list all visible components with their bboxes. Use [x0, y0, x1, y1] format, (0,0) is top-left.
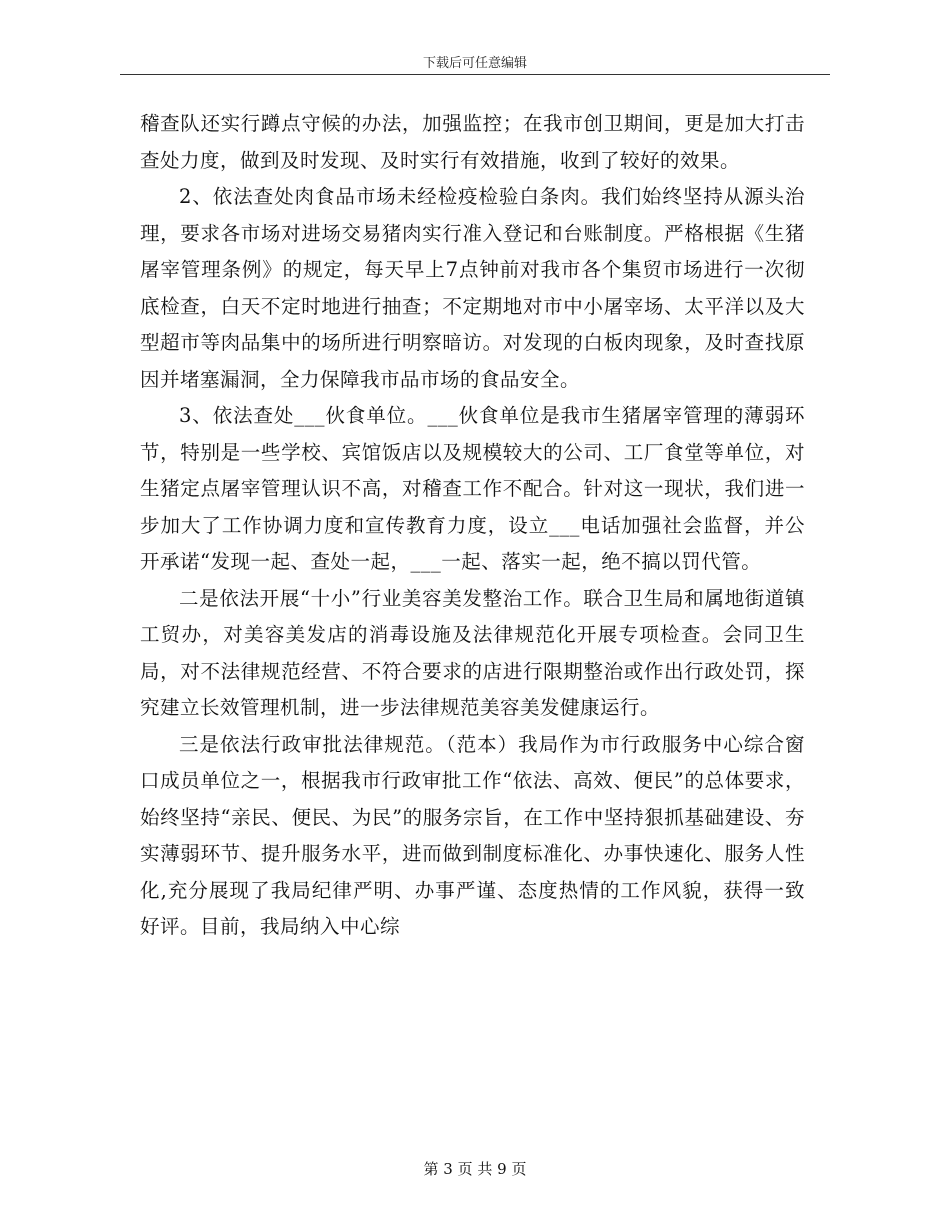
paragraph-5: 三是依法行政审批法律规范。（范本）我局作为市行政服务中心综合窗口成员单位之一，根据我市行政审批工作“依法、高效、便民”的总体要求，始终坚持“亲民、便民、为民”的服务宗旨，在工作中坚持狠抓基础建设、夯实薄弱环节、提升服务水平，进而做到制度标准化、办事快速化、服务人性化,充分展现了我局纪律严明、办事严谨、态度热情的工作风貌，获得一致好评。目前，我局纳入中心综	[140, 732, 805, 938]
page-header: 下载后可任意编辑	[422, 56, 527, 71]
header-divider	[120, 74, 830, 75]
paragraph-2: 2、依法查处肉食品市场未经检疫检验白条肉。我们始终坚持从源头治理，要求各市场对进场交易猪肉实行准入登记和台账制度。严格根据《生猪屠宰管理条例》的规定，每天早上7点钟前对我市各个集贸市场进行一次彻底检查，白天不定时地进行抽查；不定期地对市中小屠宰场、太平洋以及大型超市等肉品集中的场所进行明察暗访。对发现的白板肉现象，及时查找原因并堵塞漏洞，全力保障我市品市场的食品安全。	[140, 185, 805, 391]
page-number-footer: 第 3 页 共 9 页	[423, 1160, 527, 1178]
paragraph-4: 二是依法开展“十小”行业美容美发整治工作。联合卫生局和属地街道镇工贸办，对美容美发店的消毒设施及法律规范化开展专项检查。会同卫生局，对不法律规范经营、不符合要求的店进行限期整治或作出行政处罚，探究建立长效管理机制，进一步法律规范美容美发健康运行。	[140, 586, 805, 719]
paragraph-3: 3、依法查处___伙食单位。___伙食单位是我市生猪屠宰管理的薄弱环节，特别是一些学校、宾馆饭店以及规模较大的公司、工厂食堂等单位，对生猪定点屠宰管理认识不高，对稽查工作不配合。针对这一现状，我们进一步加大了工作协调力度和宣传教育力度，设立___电话加强社会监督，并公开承诺“发现一起、查处一起，___一起、落实一起，绝不搞以罚代管。	[140, 404, 805, 573]
document-body	[140, 106, 805, 946]
paragraph-1: 稽查队还实行蹲点守候的办法，加强监控；在我市创卫期间，更是加大打击查处力度，做到及时发现、及时实行有效措施，收到了较好的效果。	[140, 112, 805, 172]
